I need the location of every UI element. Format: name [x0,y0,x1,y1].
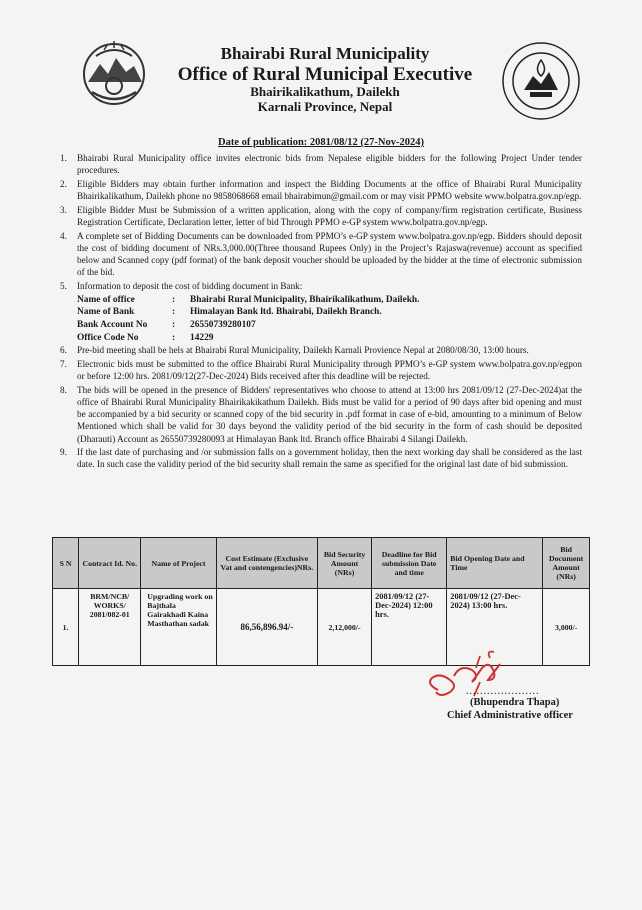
bank-label: Bank Account No [77,319,148,330]
org-name: Bhairabi Rural Municipality [220,44,430,63]
col-header-sn: S N [53,538,79,589]
notice-item [60,178,582,202]
item-number: 2. [60,178,67,189]
municipality-seal-logo [500,40,582,122]
notice-item [60,358,582,382]
table-cell: 2,12,000/- [318,589,372,666]
bank-value: 26550739280107 [190,319,256,330]
notice-item [60,446,582,470]
bank-row [77,306,582,319]
item-text: If the last date of purchasing and /or submission falls on a government holiday, then the next working day shall be considered as the last date. In such case the validity period of the bid security shall remain the same as specified for the original last date of bid submission. [77,447,582,470]
table-header-row [53,538,590,589]
bank-colon: : [172,294,176,305]
item-text: Eligible Bidder Must be Submission of a written application, along with the copy of company/firm registration certificate, Business Registration Certificate, Declaration letter, letter of bid Through PPMO e-GP system www.bolpatra.gov.np/egp. [77,204,582,228]
notice-item [60,204,582,228]
col-header-document-amount: Bid Document Amount (NRs) [543,538,590,589]
table-cell: Upgrading work on Bajthala Gairakhadi Kaina Masthathan sadak [141,589,217,666]
table-cell: 1. [53,589,79,666]
col-header-contract-id: Contract Id. No. [79,538,141,589]
item-number: 1. [60,153,67,163]
col-header-project-name: Name of Project [141,538,217,589]
notice-item [60,344,582,356]
signer-title: Chief Administrative officer [447,710,573,721]
item-number: 6. [60,345,67,356]
letterhead [0,28,642,138]
notice-item [60,280,582,292]
col-header-submission-deadline: Deadline for Bid submission Date and time [372,538,447,589]
address-line-2: Karnali Province, Nepal [257,99,393,115]
bank-value: 14229 [190,332,214,343]
bank-colon: : [172,307,176,318]
bank-value: Bhairabi Rural Municipality, Bhairikalikathum, Dailekh. [190,294,420,305]
bank-details [77,294,582,344]
item-number: 3. [60,204,67,215]
notice-item [60,384,582,445]
item-text: A complete set of Bidding Documents can be downloaded from PPMO’s e-GP system www.bolpatra.gov.np/egp. Bidders should deposit the cost of bidding document of NRs.3,000.00(Three thousand Rupees Only) in the Project’s Rajaswa(revenue) account as specified below and Scanned copy (pdf format) of the bank deposit voucher should be uploaded by the bidder at the time of electronic submission of the bid. [77,230,582,278]
bank-row [77,319,582,332]
table-cell: 2081/09/12 (27-Dec-2024) 12:00 hrs. [372,589,447,666]
item-number: 8. [60,384,67,395]
item-text: The bids will be opened in the presence of Bidders' representatives who choose to attend at 13:00 hrs 2081/09/12 (27-Dec-2024)at the office of Bhairabi Rural Municipality Bhairikakikathum Dailekh. Bids must be valid for a period of 90 days after bid opening and must be accompanied by a bid security or scanned copy of the bid security in .pdf format in case of e-bid, amounting to a minimum of Below Mentioned which shall be valid for 30 days beyond the validity period of the bid security in the form of cash should be deposited (Dharauti) Account as 26550739280093 at Himalayan Bank ltd. Branch office Bhairabi 4 Silangi Dailekh. [77,384,582,444]
bank-label: Name of Bank [77,307,135,318]
item-text: Information to deposit the cost of bidding document in Bank: [77,281,303,292]
address-line-1: Bhairikalikathum, Dailekh [250,84,400,100]
col-header-bid-opening: Bid Opening Date and Time [447,538,543,589]
bank-label: Office Code No [77,332,139,343]
bank-value: Himalayan Bank ltd. Bhairabi, Dailekh Branch. [190,307,382,318]
signer-name: (Bhupendra Thapa) [470,697,560,708]
item-number: 5. [60,281,67,292]
table-cell: 2081/09/12 (27-Dec-2024) 13:00 hrs. [447,589,543,666]
nepal-emblem-logo [78,38,150,110]
item-number: 7. [60,358,67,369]
bid-table [52,537,590,666]
notice-item [60,152,582,176]
office-name: Office of Rural Municipal Executive [177,63,473,85]
bank-label: Name of office [77,294,135,305]
item-text: Eligible Bidders may obtain further information and inspect the Bidding Documents at the office of Bhairabi Rural Municipality Bhairikalikathum, Dailekh phone no 9858068668 email bhairabimun@gmail.com or may visit PPMO website www.bolpatra.gov.np/egp. [77,178,582,202]
col-header-bid-security: Bid Security Amount (NRs) [318,538,372,589]
notice-item [60,230,582,279]
table-cell: 3,000/- [543,589,590,666]
table-cell: 86,56,896.94/- [216,589,317,666]
item-text: Pre-bid meeting shall be hels at Bhairabi Rural Municipality, Dailekh Karnali Provience Nepal at 2080/08/30, 13:00 hours. [77,345,529,356]
item-number: 4. [60,230,67,241]
item-text: Electronic bids must be submitted to the office Bhairabi Rural Municipality through PPMO’s e-GP system www.bolpatra.gov.np/egpon or before 12:00 hrs. 2081/09/12(27-Dec-2024) Bids received after this deadline will be rejected. [77,358,582,382]
bank-colon: : [172,332,176,343]
bank-colon: : [172,319,176,330]
col-header-cost-estimate: Cost Estimate (Exclusive Vat and contengencies)NRs. [216,538,317,589]
letterhead-title [150,44,500,115]
table-cell: BRM/NCB/ WORKS/ 2081/082-01 [79,589,141,666]
bank-row [77,294,582,307]
item-number: 9. [60,447,67,458]
item-text: Bhairabi Rural Municipality office invites electronic bids from Nepalese eligible bidders for the following Project Under tender procedures. [77,153,582,176]
publication-date: Date of publication: 2081/08/12 (27-Nov-2024) [218,137,424,148]
bank-row [77,332,582,345]
notice-items [60,152,582,472]
signature-line: ..................... [466,686,540,697]
